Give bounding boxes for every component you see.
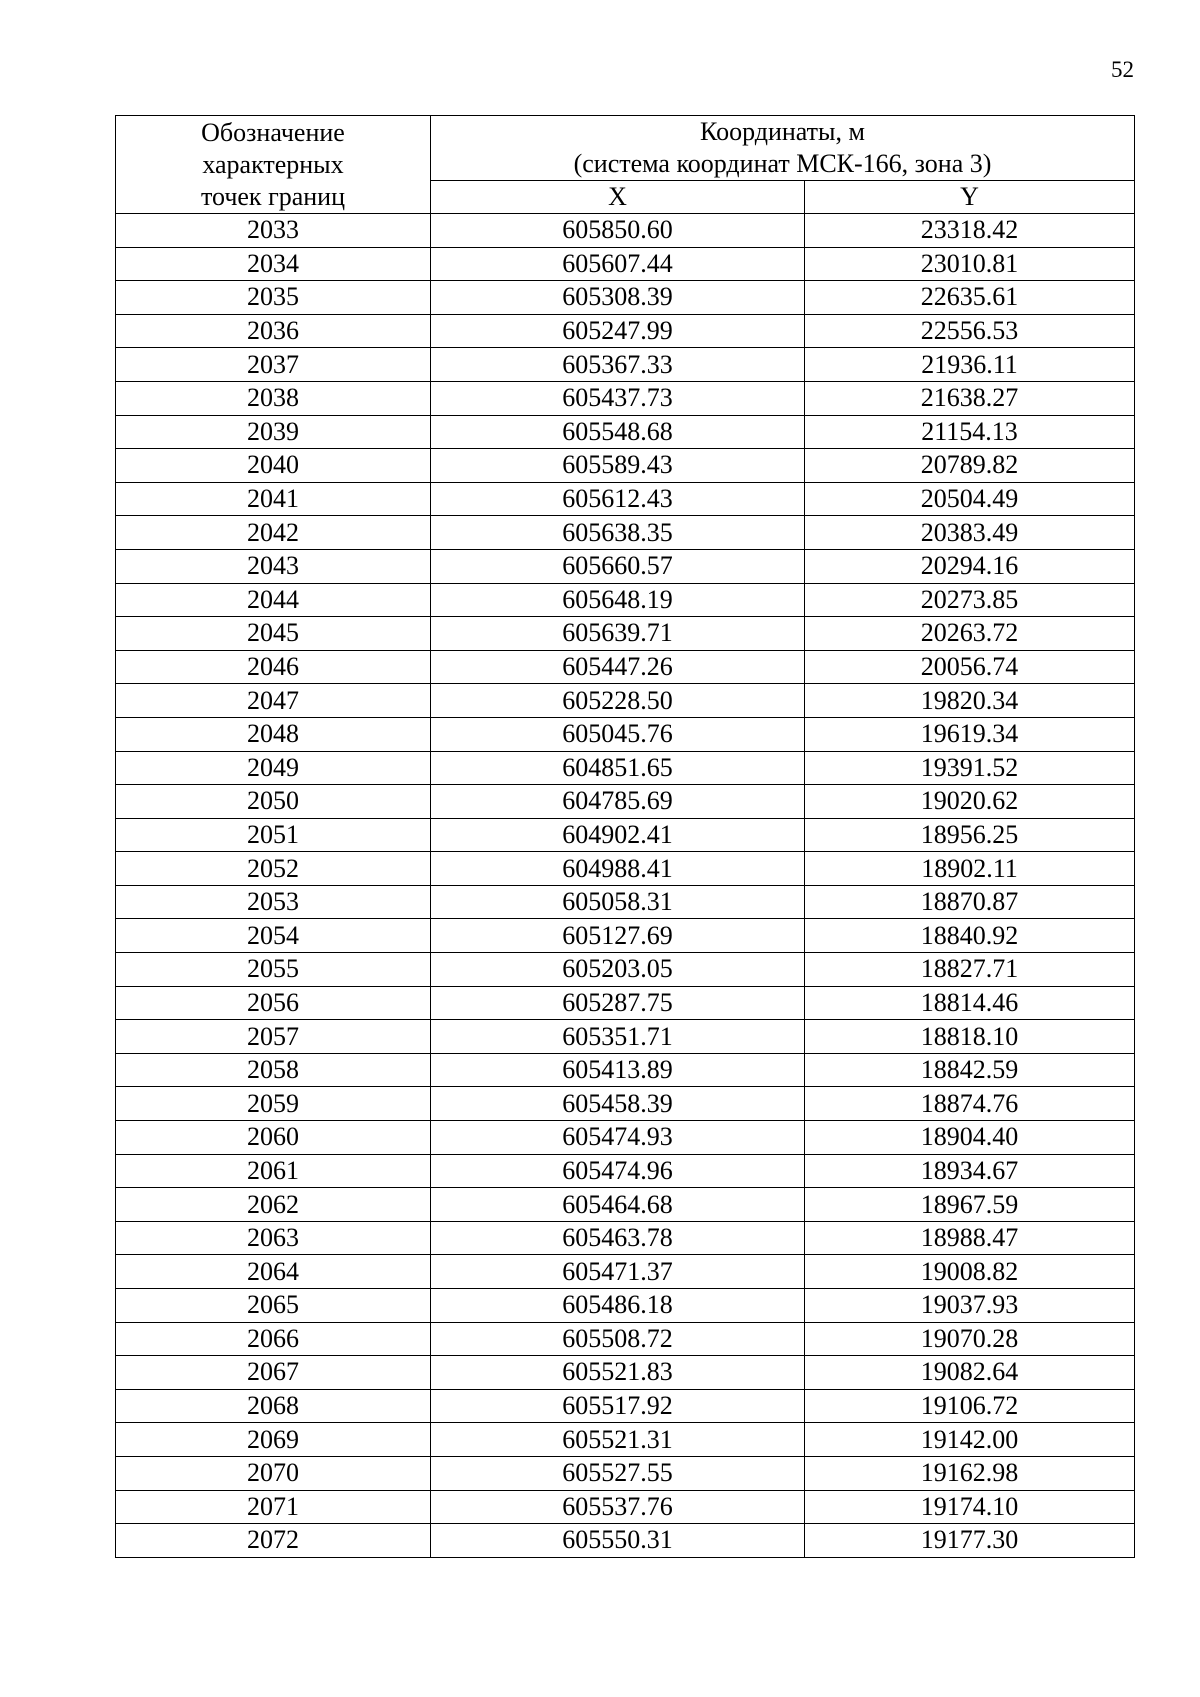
point-id-cell: 2068: [116, 1389, 431, 1423]
point-id-cell: 2070: [116, 1456, 431, 1490]
x-coordinate-cell: 605463.78: [431, 1221, 805, 1255]
point-id-cell: 2060: [116, 1121, 431, 1155]
point-id-cell: 2044: [116, 583, 431, 617]
table-row: [116, 1188, 1135, 1222]
point-id-cell: 2065: [116, 1289, 431, 1323]
point-id-cell: 2061: [116, 1154, 431, 1188]
point-id-cell: 2042: [116, 516, 431, 550]
x-coordinate-cell: 605437.73: [431, 381, 805, 415]
y-coordinate-cell: 19008.82: [805, 1255, 1135, 1289]
x-coordinate-cell: 605537.76: [431, 1490, 805, 1524]
x-coordinate-cell: 605447.26: [431, 650, 805, 684]
point-id-cell: 2037: [116, 348, 431, 382]
x-coordinate-cell: 605521.31: [431, 1423, 805, 1457]
point-id-cell: 2052: [116, 852, 431, 886]
table-row: [116, 1490, 1135, 1524]
x-coordinate-cell: 605367.33: [431, 348, 805, 382]
table-row: [116, 852, 1135, 886]
y-column-header: Y: [805, 181, 1135, 214]
table-row: [116, 751, 1135, 785]
y-coordinate-cell: 19070.28: [805, 1322, 1135, 1356]
x-coordinate-cell: 604851.65: [431, 751, 805, 785]
y-coordinate-cell: 20383.49: [805, 516, 1135, 550]
table-row: [116, 549, 1135, 583]
x-coordinate-cell: 604785.69: [431, 785, 805, 819]
y-coordinate-cell: 19020.62: [805, 785, 1135, 819]
point-id-cell: 2036: [116, 314, 431, 348]
y-coordinate-cell: 19082.64: [805, 1356, 1135, 1390]
x-coordinate-cell: 605517.92: [431, 1389, 805, 1423]
point-id-cell: 2045: [116, 617, 431, 651]
y-coordinate-cell: 19820.34: [805, 684, 1135, 718]
coordinates-header-title: Координаты, м: [700, 117, 865, 146]
point-id-cell: 2072: [116, 1524, 431, 1558]
y-coordinate-cell: 18827.71: [805, 953, 1135, 987]
point-id-cell: 2039: [116, 415, 431, 449]
table-row: [116, 650, 1135, 684]
x-coordinate-cell: 605471.37: [431, 1255, 805, 1289]
x-coordinate-cell: 605612.43: [431, 482, 805, 516]
y-coordinate-cell: 23318.42: [805, 214, 1135, 248]
point-id-cell: 2040: [116, 449, 431, 483]
x-coordinate-cell: 605486.18: [431, 1289, 805, 1323]
table-row: [116, 1524, 1135, 1558]
y-coordinate-cell: 20263.72: [805, 617, 1135, 651]
y-coordinate-cell: 20504.49: [805, 482, 1135, 516]
table-row: [116, 1087, 1135, 1121]
y-coordinate-cell: 19391.52: [805, 751, 1135, 785]
point-id-cell: 2062: [116, 1188, 431, 1222]
point-id-cell: 2051: [116, 818, 431, 852]
x-coordinate-cell: 605228.50: [431, 684, 805, 718]
table-row: [116, 381, 1135, 415]
y-coordinate-cell: 20294.16: [805, 549, 1135, 583]
x-coordinate-cell: 605550.31: [431, 1524, 805, 1558]
point-id-cell: 2067: [116, 1356, 431, 1390]
point-id-cell: 2043: [116, 549, 431, 583]
x-coordinate-cell: 605638.35: [431, 516, 805, 550]
y-coordinate-cell: 18956.25: [805, 818, 1135, 852]
y-coordinate-cell: 18870.87: [805, 885, 1135, 919]
x-coordinate-cell: 605247.99: [431, 314, 805, 348]
y-coordinate-cell: 18818.10: [805, 1020, 1135, 1054]
y-coordinate-cell: 21154.13: [805, 415, 1135, 449]
point-id-cell: 2049: [116, 751, 431, 785]
x-coordinate-cell: 605660.57: [431, 549, 805, 583]
point-id-cell: 2063: [116, 1221, 431, 1255]
point-id-cell: 2046: [116, 650, 431, 684]
table-row: [116, 583, 1135, 617]
y-coordinate-cell: 22556.53: [805, 314, 1135, 348]
table-row: [116, 717, 1135, 751]
y-coordinate-cell: 18967.59: [805, 1188, 1135, 1222]
table-row: [116, 1053, 1135, 1087]
table-row: [116, 247, 1135, 281]
point-id-cell: 2059: [116, 1087, 431, 1121]
x-column-header: X: [431, 181, 805, 214]
table-row: [116, 919, 1135, 953]
y-coordinate-cell: 19162.98: [805, 1456, 1135, 1490]
x-coordinate-cell: 605127.69: [431, 919, 805, 953]
y-coordinate-cell: 20789.82: [805, 449, 1135, 483]
page-number: 52: [1111, 57, 1134, 82]
table-row: [116, 449, 1135, 483]
x-coordinate-cell: 605850.60: [431, 214, 805, 248]
table-row: [116, 1289, 1135, 1323]
table-row: [116, 818, 1135, 852]
coordinates-header: [431, 116, 1135, 181]
x-coordinate-cell: 605203.05: [431, 953, 805, 987]
y-coordinate-cell: 22635.61: [805, 281, 1135, 315]
table-row: [116, 214, 1135, 248]
x-coordinate-cell: 605058.31: [431, 885, 805, 919]
table-row: [116, 986, 1135, 1020]
table-row: [116, 1154, 1135, 1188]
y-coordinate-cell: 18988.47: [805, 1221, 1135, 1255]
point-id-cell: 2038: [116, 381, 431, 415]
y-coordinate-cell: 21936.11: [805, 348, 1135, 382]
y-coordinate-cell: 19106.72: [805, 1389, 1135, 1423]
table-row: [116, 1020, 1135, 1054]
point-id-cell: 2064: [116, 1255, 431, 1289]
y-coordinate-cell: 21638.27: [805, 381, 1135, 415]
table-row: [116, 482, 1135, 516]
table-row: [116, 1356, 1135, 1390]
x-coordinate-cell: 605527.55: [431, 1456, 805, 1490]
y-coordinate-cell: 18902.11: [805, 852, 1135, 886]
x-coordinate-cell: 605521.83: [431, 1356, 805, 1390]
table-row: [116, 314, 1135, 348]
point-id-cell: 2069: [116, 1423, 431, 1457]
point-id-cell: 2057: [116, 1020, 431, 1054]
x-coordinate-cell: 604988.41: [431, 852, 805, 886]
point-id-cell: 2056: [116, 986, 431, 1020]
x-coordinate-cell: 605287.75: [431, 986, 805, 1020]
table-row: [116, 617, 1135, 651]
table-row: [116, 684, 1135, 718]
point-id-cell: 2058: [116, 1053, 431, 1087]
table-row: [116, 348, 1135, 382]
x-coordinate-cell: 605413.89: [431, 1053, 805, 1087]
table-row: [116, 415, 1135, 449]
point-id-cell: 2048: [116, 717, 431, 751]
point-header-line-1: Обозначение: [201, 117, 345, 147]
table-row: [116, 281, 1135, 315]
y-coordinate-cell: 18934.67: [805, 1154, 1135, 1188]
y-coordinate-cell: 18842.59: [805, 1053, 1135, 1087]
y-coordinate-cell: 19177.30: [805, 1524, 1135, 1558]
table-row: [116, 953, 1135, 987]
y-coordinate-cell: 19174.10: [805, 1490, 1135, 1524]
x-coordinate-cell: 605607.44: [431, 247, 805, 281]
y-coordinate-cell: 18814.46: [805, 986, 1135, 1020]
x-coordinate-cell: 605639.71: [431, 617, 805, 651]
x-coordinate-cell: 605648.19: [431, 583, 805, 617]
point-id-cell: 2071: [116, 1490, 431, 1524]
y-coordinate-cell: 20056.74: [805, 650, 1135, 684]
y-coordinate-cell: 23010.81: [805, 247, 1135, 281]
table-body: [116, 214, 1135, 1558]
y-coordinate-cell: 19619.34: [805, 717, 1135, 751]
y-coordinate-cell: 19142.00: [805, 1423, 1135, 1457]
x-coordinate-cell: 605045.76: [431, 717, 805, 751]
x-coordinate-cell: 604902.41: [431, 818, 805, 852]
point-id-cell: 2066: [116, 1322, 431, 1356]
point-id-cell: 2053: [116, 885, 431, 919]
table-row: [116, 885, 1135, 919]
point-id-cell: 2033: [116, 214, 431, 248]
table-row: [116, 785, 1135, 819]
point-id-cell: 2041: [116, 482, 431, 516]
x-coordinate-cell: 605464.68: [431, 1188, 805, 1222]
coordinates-table: [115, 115, 1135, 1558]
table-row: [116, 1389, 1135, 1423]
point-id-cell: 2035: [116, 281, 431, 315]
x-coordinate-cell: 605548.68: [431, 415, 805, 449]
x-coordinate-cell: 605351.71: [431, 1020, 805, 1054]
point-header-line-2: характерных: [202, 149, 344, 179]
x-coordinate-cell: 605474.93: [431, 1121, 805, 1155]
table-row: [116, 1221, 1135, 1255]
y-coordinate-cell: 20273.85: [805, 583, 1135, 617]
table-row: [116, 1121, 1135, 1155]
x-coordinate-cell: 605308.39: [431, 281, 805, 315]
table-header: [116, 116, 1135, 214]
coordinates-header-system: (система координат МСК-166, зона 3): [573, 149, 992, 178]
point-id-cell: 2047: [116, 684, 431, 718]
table-row: [116, 1456, 1135, 1490]
point-designation-header: [116, 116, 431, 214]
x-coordinate-cell: 605508.72: [431, 1322, 805, 1356]
x-coordinate-cell: 605458.39: [431, 1087, 805, 1121]
point-id-cell: 2054: [116, 919, 431, 953]
table-row: [116, 1322, 1135, 1356]
y-coordinate-cell: 19037.93: [805, 1289, 1135, 1323]
x-coordinate-cell: 605474.96: [431, 1154, 805, 1188]
y-coordinate-cell: 18904.40: [805, 1121, 1135, 1155]
y-coordinate-cell: 18874.76: [805, 1087, 1135, 1121]
x-coordinate-cell: 605589.43: [431, 449, 805, 483]
point-id-cell: 2050: [116, 785, 431, 819]
point-id-cell: 2034: [116, 247, 431, 281]
point-header-line-3: точек границ: [200, 181, 346, 211]
table-row: [116, 516, 1135, 550]
y-coordinate-cell: 18840.92: [805, 919, 1135, 953]
point-id-cell: 2055: [116, 953, 431, 987]
table-row: [116, 1423, 1135, 1457]
table-row: [116, 1255, 1135, 1289]
